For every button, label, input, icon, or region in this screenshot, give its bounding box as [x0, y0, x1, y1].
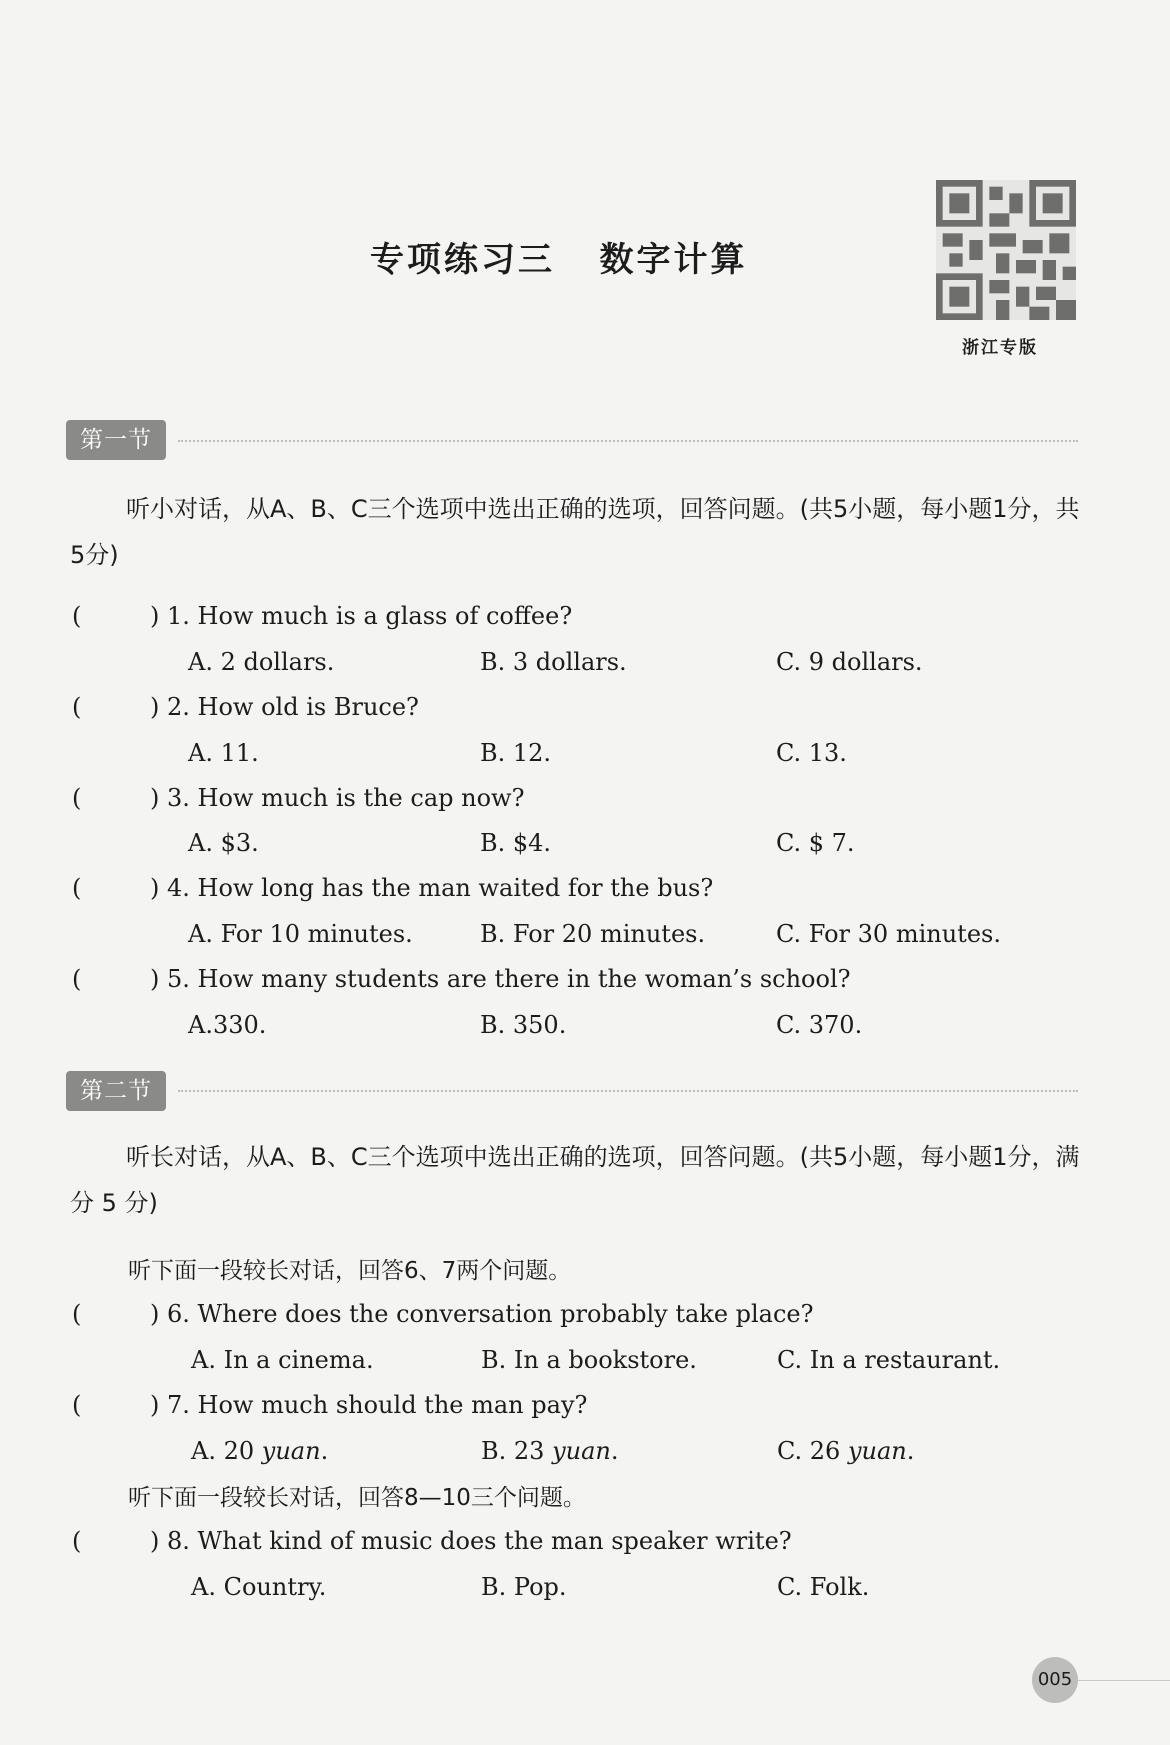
option-3b: B. $4. — [480, 829, 552, 857]
option-8c: C. Folk. — [777, 1573, 870, 1601]
section-1-instruction: 听小对话，从A、B、C三个选项中选出正确的选项，回答问题。(共5小题，每小题1分，共5分) — [70, 495, 1080, 569]
option-5c: C. 370. — [776, 1011, 863, 1039]
option-3c: C. $ 7. — [776, 829, 855, 857]
section-2-instruction: 听长对话，从A、B、C三个选项中选出正确的选项，回答问题。(共5小题，每小题1分，满分 5 分) — [70, 1143, 1080, 1217]
section-2-tag: 第二节 — [66, 1071, 166, 1111]
option-1c: C. 9 dollars. — [776, 648, 923, 676]
option-1a: A. 2 dollars. — [188, 648, 335, 676]
option-6a: A. In a cinema. — [191, 1346, 374, 1374]
option-6c: C. In a restaurant. — [777, 1346, 1001, 1374]
option-4b: B. For 20 minutes. — [480, 920, 706, 948]
question-7: ( ) 7. How much should the man pay? — [72, 1391, 588, 1419]
question-5: ( ) 5. How many students are there in the woman’s school? — [72, 965, 851, 993]
page-number: 005 — [1032, 1657, 1078, 1703]
page-number-rule — [1078, 1680, 1170, 1681]
option-7c: C. 26 yuan. — [777, 1437, 915, 1465]
edition-label: 浙江专版 — [962, 338, 1038, 358]
section-2-divider — [178, 1090, 1078, 1092]
option-6b: B. In a bookstore. — [481, 1346, 697, 1374]
question-2: ( ) 2. How old is Bruce? — [72, 693, 419, 721]
option-5a: A.330. — [188, 1011, 267, 1039]
question-8: ( ) 8. What kind of music does the man speaker write? — [72, 1527, 792, 1555]
option-8b: B. Pop. — [481, 1573, 567, 1601]
option-7a: A. 20 yuan. — [191, 1437, 329, 1465]
option-3a: A. $3. — [188, 829, 259, 857]
option-5b: B. 350. — [480, 1011, 567, 1039]
qr-code-icon — [936, 180, 1076, 320]
option-4c: C. For 30 minutes. — [776, 920, 1001, 948]
option-7b: B. 23 yuan. — [481, 1437, 619, 1465]
section-1-tag: 第一节 — [66, 420, 166, 460]
option-2b: B. 12. — [480, 739, 552, 767]
question-4: ( ) 4. How long has the man waited for the bus? — [72, 874, 714, 902]
option-2a: A. 11. — [188, 739, 259, 767]
question-6: ( ) 6. Where does the conversation probably take place? — [72, 1300, 814, 1328]
option-2c: C. 13. — [776, 739, 847, 767]
page-title: 专项练习三 数字计算 — [370, 240, 748, 280]
question-1: ( ) 1. How much is a glass of coffee? — [72, 602, 573, 630]
option-1b: B. 3 dollars. — [480, 648, 627, 676]
question-3: ( ) 3. How much is the cap now? — [72, 784, 525, 812]
section-1-divider — [178, 440, 1078, 442]
option-8a: A. Country. — [191, 1573, 327, 1601]
sub-instruction-1: 听下面一段较长对话，回答6、7两个问题。 — [128, 1258, 572, 1284]
option-4a: A. For 10 minutes. — [188, 920, 413, 948]
sub-instruction-2: 听下面一段较长对话，回答8—10三个问题。 — [128, 1485, 586, 1511]
